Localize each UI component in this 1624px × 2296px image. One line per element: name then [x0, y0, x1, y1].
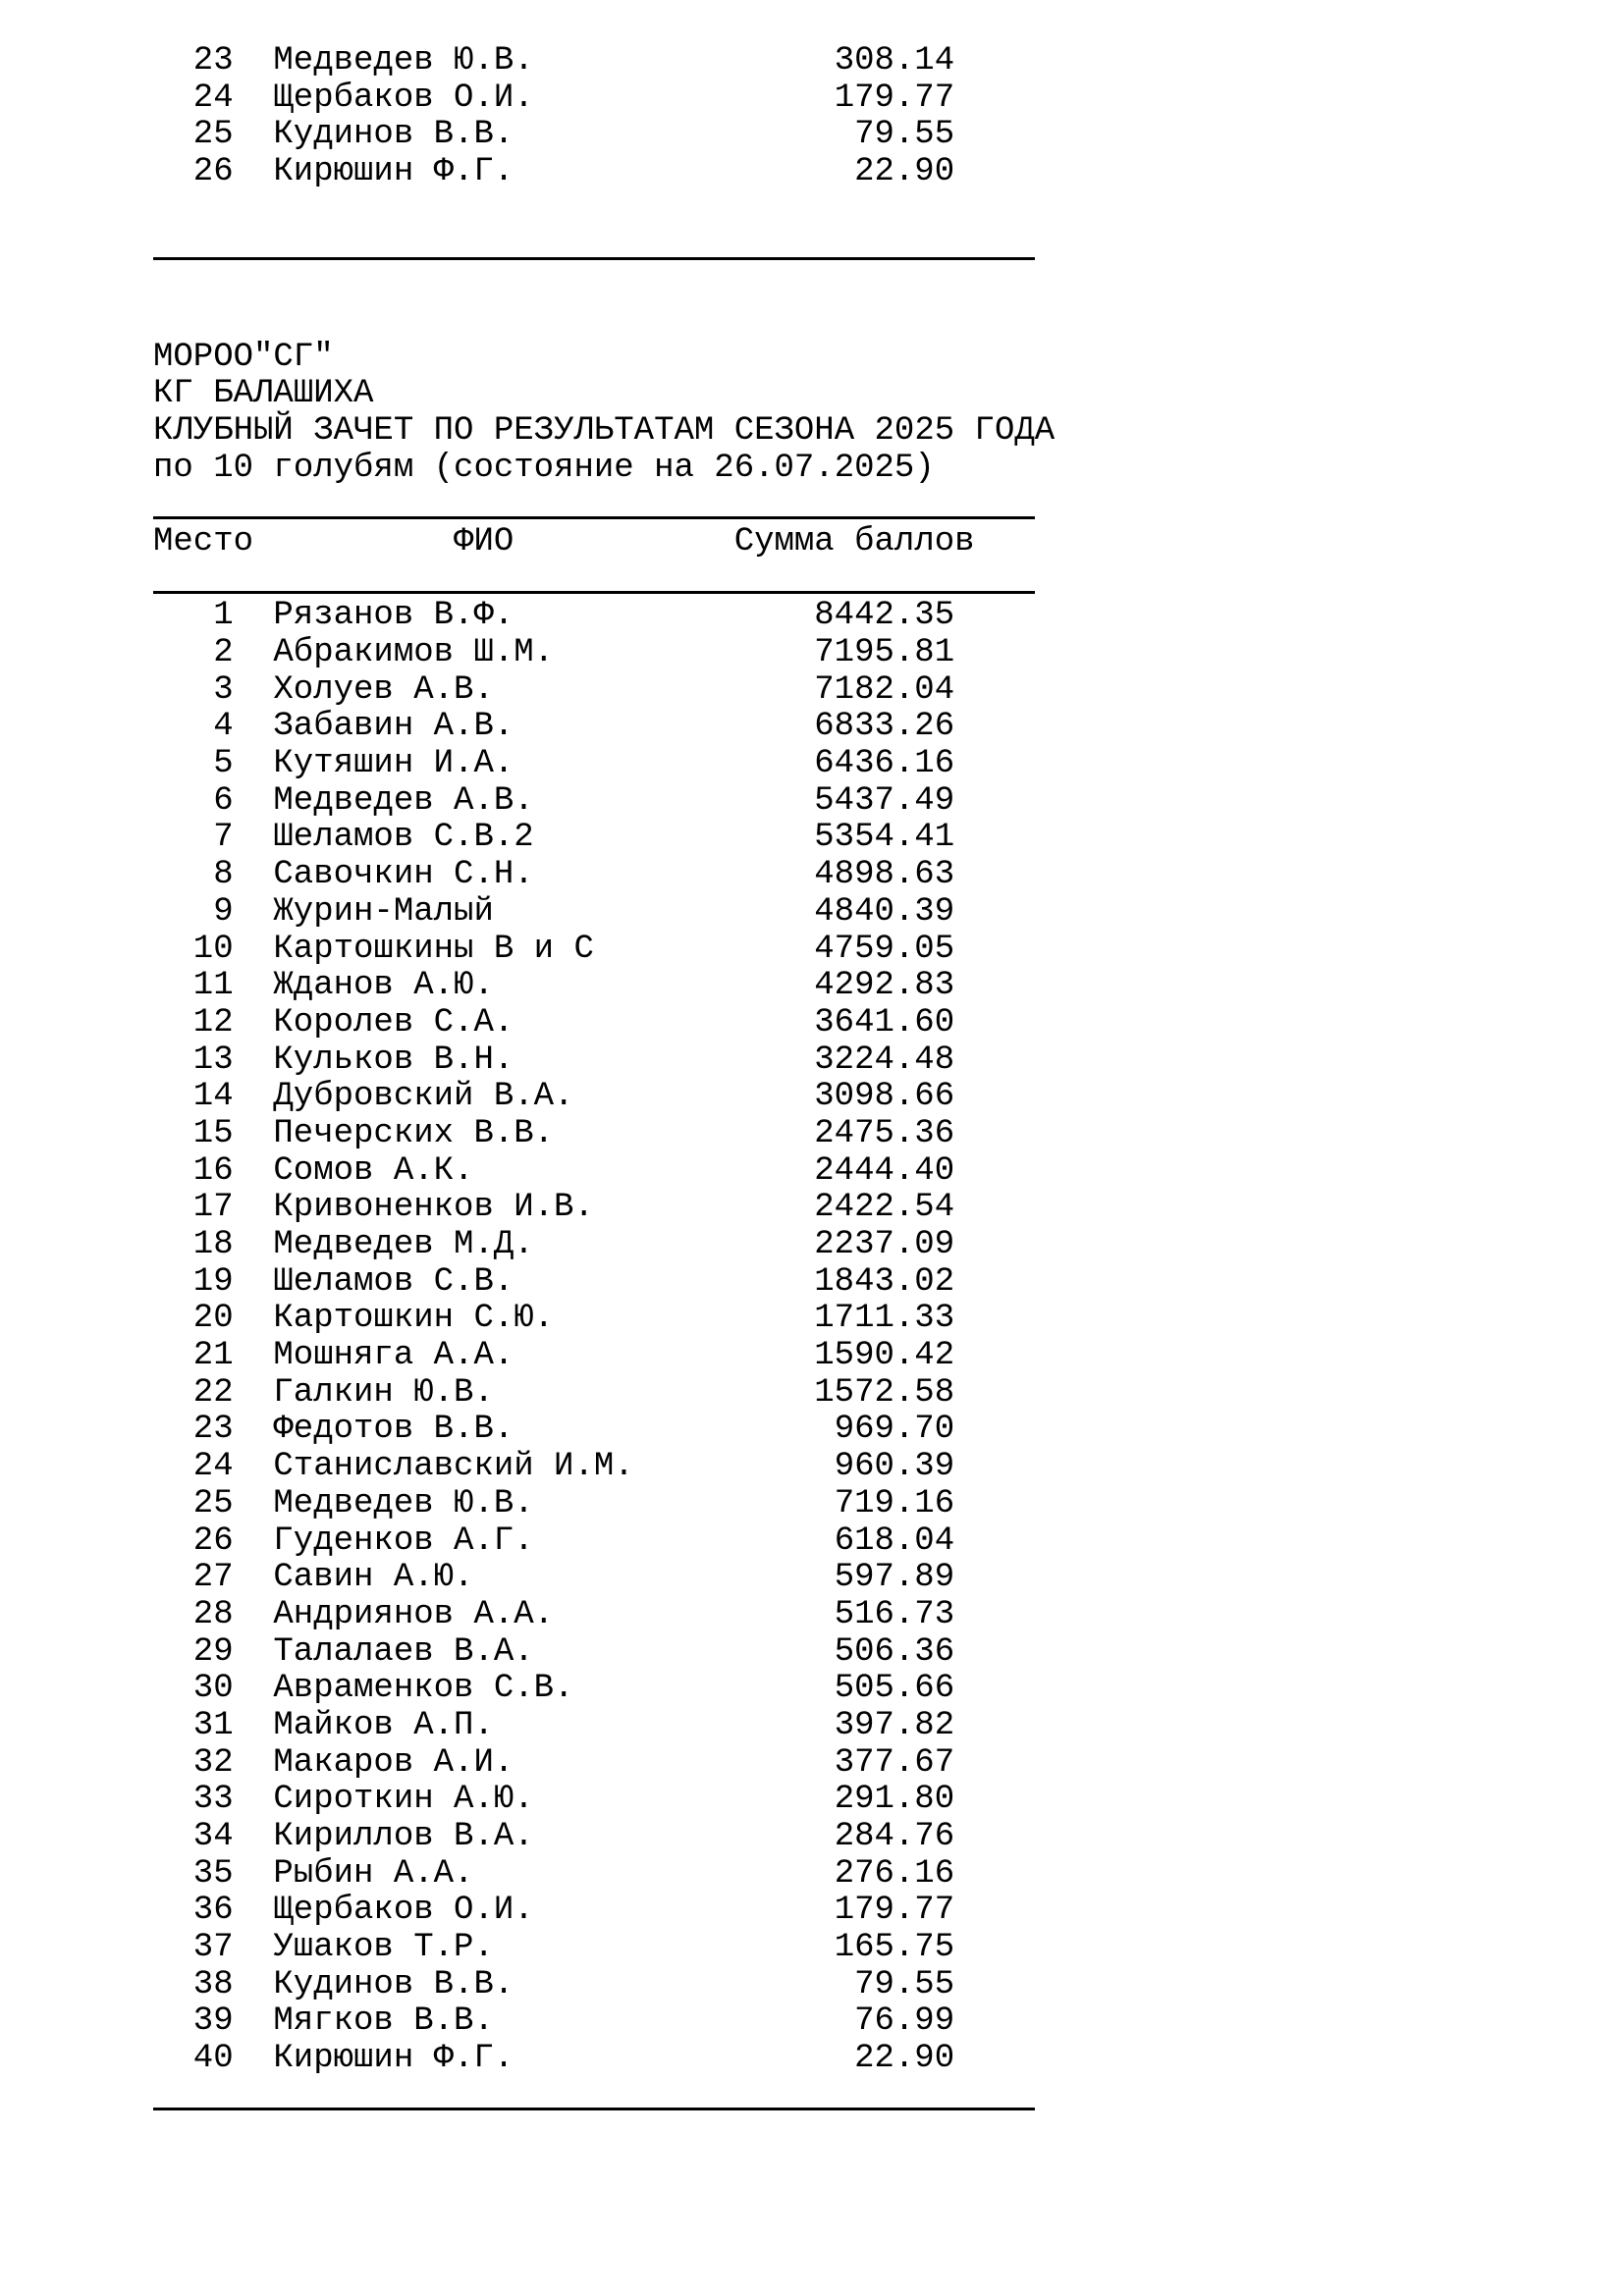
- row-gap: [234, 43, 274, 80]
- row-gap: [234, 1893, 274, 1930]
- row-rank: 15: [192, 1114, 234, 1152]
- top-partial-table: [153, 43, 1624, 191]
- row-rank: 29: [192, 1632, 234, 1671]
- row-score: 5437.49: [814, 781, 955, 820]
- blank-line: [153, 191, 1624, 229]
- row-rank: 28: [192, 1595, 234, 1633]
- row-name: Майков А.П.: [273, 1706, 494, 1744]
- row-name: Кульков В.Н.: [273, 1041, 514, 1079]
- row-score: 597.89: [834, 1559, 955, 1597]
- row-name: Щербаков О.И.: [273, 79, 534, 117]
- row-gap: [234, 1745, 274, 1783]
- report-header: [153, 340, 1624, 488]
- row-gap: [234, 1449, 274, 1486]
- row-rank: 26: [192, 1522, 234, 1560]
- row-rank: 35: [192, 1854, 234, 1893]
- row-rank: 40: [192, 2040, 234, 2078]
- table-row: [153, 1375, 1624, 1413]
- row-name: Савочкин С.Н.: [273, 856, 534, 894]
- row-gap: [234, 1671, 274, 1708]
- row-rank: 36: [192, 1892, 234, 1930]
- row-gap: [234, 1264, 274, 1302]
- row-gap: [234, 2003, 274, 2041]
- row-name: Сироткин А.Ю.: [273, 1781, 534, 1819]
- row-score: 308.14: [834, 42, 955, 80]
- row-gap: [234, 1819, 274, 1856]
- row-gap: [234, 1486, 274, 1523]
- row-name: Печерских В.В.: [273, 1114, 555, 1152]
- row-name: Королев С.А.: [273, 1003, 514, 1041]
- row-rank: 9: [213, 892, 234, 931]
- row-score: 291.80: [834, 1781, 955, 1819]
- row-score: 7182.04: [814, 670, 955, 709]
- row-name: Мошняга А.А.: [273, 1337, 514, 1375]
- row-name: Ушаков Т.Р.: [273, 1929, 494, 1967]
- table-row: [153, 1671, 1624, 1708]
- row-gap: [234, 1523, 274, 1561]
- table-row: [153, 1782, 1624, 1819]
- report-title: КЛУБНЫЙ ЗАЧЕТ ПО РЕЗУЛЬТАТАМ СЕЗОНА 2025 ГОДА: [153, 411, 1056, 450]
- row-score: 1590.42: [814, 1337, 955, 1375]
- row-gap: [234, 1153, 274, 1191]
- table-row: [153, 1597, 1624, 1634]
- row-rank: 26: [192, 153, 234, 191]
- row-rank: 24: [192, 79, 234, 117]
- row-gap: [234, 80, 274, 118]
- row-rank: 19: [192, 1262, 234, 1301]
- row-name: Кривоненков И.В.: [273, 1189, 594, 1227]
- row-rank: 25: [192, 116, 234, 154]
- row-score: 79.55: [854, 116, 955, 154]
- row-rank: 14: [192, 1078, 234, 1116]
- row-score: 79.55: [854, 1965, 955, 2003]
- row-name: Авраменков С.В.: [273, 1670, 574, 1708]
- row-rank: 23: [192, 42, 234, 80]
- row-rank: 34: [192, 1818, 234, 1855]
- table-top-rule: [153, 487, 1624, 524]
- row-rank: 6: [213, 781, 234, 820]
- row-score: 3641.60: [814, 1003, 955, 1041]
- table-row: [153, 1967, 1624, 2004]
- row-score: 506.36: [834, 1632, 955, 1671]
- row-score: 7195.81: [814, 634, 955, 671]
- table-row: [153, 1745, 1624, 1783]
- row-name: Дубровский В.А.: [273, 1078, 574, 1116]
- row-name: Шеламов С.В.: [273, 1262, 514, 1301]
- row-score: 505.66: [834, 1670, 955, 1708]
- table-row: [153, 2003, 1624, 2041]
- row-rank: 22: [192, 1373, 234, 1412]
- row-gap: [234, 672, 274, 710]
- row-rank: 17: [192, 1189, 234, 1227]
- table-row: [153, 1449, 1624, 1486]
- table-row: [153, 1412, 1624, 1449]
- row-rank: 16: [192, 1151, 234, 1190]
- row-rank: 12: [192, 1003, 234, 1041]
- row-gap: [234, 1116, 274, 1153]
- row-gap: [234, 1856, 274, 1894]
- row-score: 2237.09: [814, 1226, 955, 1263]
- main-table: [153, 598, 1624, 2078]
- table-row: [153, 1856, 1624, 1894]
- table-row: [153, 1930, 1624, 1967]
- row-gap: [234, 1375, 274, 1413]
- table-row: [153, 1338, 1624, 1375]
- row-name: Федотов В.В.: [273, 1411, 514, 1449]
- row-score: 76.99: [854, 2002, 955, 2041]
- row-name: Кутяшин И.А.: [273, 745, 514, 783]
- row-score: 5354.41: [814, 819, 955, 857]
- row-score: 516.73: [834, 1595, 955, 1633]
- section-rule: [153, 228, 1624, 265]
- blank-line: [153, 265, 1624, 302]
- table-row: [153, 857, 1624, 894]
- table-row: [153, 1042, 1624, 1080]
- row-rank: 21: [192, 1337, 234, 1375]
- table-row: [153, 746, 1624, 783]
- row-gap: [234, 932, 274, 969]
- table-row: [153, 1116, 1624, 1153]
- row-gap: [234, 1412, 274, 1449]
- table-row: [153, 783, 1624, 821]
- row-rank: 38: [192, 1965, 234, 2003]
- table-row: [153, 154, 1624, 191]
- row-score: 719.16: [834, 1484, 955, 1522]
- row-rank: 31: [192, 1706, 234, 1744]
- row-score: 179.77: [834, 1892, 955, 1930]
- table-row: [153, 1634, 1624, 1672]
- table-bottom-rule: [153, 2078, 1624, 2115]
- row-name: Медведев Ю.В.: [273, 42, 534, 80]
- table-row: [153, 672, 1624, 710]
- row-score: 6436.16: [814, 745, 955, 783]
- row-score: 618.04: [834, 1522, 955, 1560]
- row-gap: [234, 1079, 274, 1116]
- row-score: 276.16: [834, 1854, 955, 1893]
- row-gap: [234, 857, 274, 894]
- row-name: Журин-Малый: [273, 892, 494, 931]
- row-rank: 18: [192, 1226, 234, 1263]
- row-gap: [234, 1782, 274, 1819]
- row-rank: 8: [213, 856, 234, 894]
- row-name: Картошкины В и С: [273, 930, 594, 968]
- row-score: 1711.33: [814, 1300, 955, 1338]
- row-score: 284.76: [834, 1818, 955, 1855]
- row-rank: 20: [192, 1300, 234, 1338]
- row-score: 2422.54: [814, 1189, 955, 1227]
- row-name: Медведев М.Д.: [273, 1226, 534, 1263]
- row-score: 6833.26: [814, 708, 955, 746]
- org-name: МОРОО"СГ": [153, 338, 334, 376]
- row-rank: 23: [192, 1411, 234, 1449]
- table-row: [153, 1893, 1624, 1930]
- report-subtitle: по 10 голубям (состояние на 26.07.2025): [153, 449, 935, 487]
- row-name: Кудинов В.В.: [273, 1965, 514, 2003]
- table-row: [153, 1005, 1624, 1042]
- row-name: Савин А.Ю.: [273, 1559, 474, 1597]
- row-score: 22.90: [854, 153, 955, 191]
- row-gap: [234, 1708, 274, 1745]
- row-name: Жданов А.Ю.: [273, 967, 494, 1005]
- row-gap: [234, 598, 274, 635]
- row-score: 2475.36: [814, 1114, 955, 1152]
- row-score: 4759.05: [814, 930, 955, 968]
- row-rank: 7: [213, 819, 234, 857]
- row-name: Галкин Ю.В.: [273, 1373, 494, 1412]
- table-row: [153, 1301, 1624, 1338]
- table-row: [153, 1819, 1624, 1856]
- row-gap: [234, 709, 274, 746]
- row-score: 8442.35: [814, 597, 955, 635]
- row-rank: 3: [213, 670, 234, 709]
- row-rank: 13: [192, 1041, 234, 1079]
- row-score: 4840.39: [814, 892, 955, 931]
- row-score: 4292.83: [814, 967, 955, 1005]
- row-rank: 24: [192, 1448, 234, 1486]
- row-gap: [234, 1227, 274, 1264]
- row-score: 2444.40: [814, 1151, 955, 1190]
- row-gap: [234, 746, 274, 783]
- row-name: Картошкин С.Ю.: [273, 1300, 555, 1338]
- row-rank: 30: [192, 1670, 234, 1708]
- column-header-name: ФИО: [454, 522, 514, 561]
- row-gap: [234, 2041, 274, 2078]
- row-gap: [234, 1560, 274, 1597]
- row-name: Холуев А.В.: [273, 670, 494, 709]
- row-rank: 37: [192, 1929, 234, 1967]
- row-name: Кириллов В.А.: [273, 1818, 534, 1855]
- row-rank: 10: [192, 930, 234, 968]
- table-row: [153, 598, 1624, 635]
- table-row: [153, 1190, 1624, 1227]
- row-rank: 39: [192, 2002, 234, 2041]
- row-gap: [234, 1301, 274, 1338]
- row-name: Рыбин А.А.: [273, 1854, 474, 1893]
- row-name: Станиславский И.М.: [273, 1448, 634, 1486]
- row-name: Кирюшин Ф.Г.: [273, 153, 514, 191]
- row-gap: [234, 117, 274, 154]
- blank-line: [153, 302, 1624, 340]
- row-name: Абракимов Ш.М.: [273, 634, 555, 671]
- row-rank: 2: [213, 634, 234, 671]
- club-name: КГ БАЛАШИХА: [153, 375, 374, 413]
- row-rank: 5: [213, 745, 234, 783]
- row-name: Щербаков О.И.: [273, 1892, 534, 1930]
- row-gap: [234, 968, 274, 1005]
- row-name: Кудинов В.В.: [273, 116, 514, 154]
- row-gap: [234, 783, 274, 821]
- row-gap: [234, 820, 274, 857]
- row-score: 960.39: [834, 1448, 955, 1486]
- table-row: [153, 635, 1624, 672]
- row-rank: 33: [192, 1781, 234, 1819]
- row-name: Кирюшин Ф.Г.: [273, 2040, 514, 2078]
- row-gap: [234, 1338, 274, 1375]
- row-score: 4898.63: [814, 856, 955, 894]
- table-row: [153, 43, 1624, 80]
- table-row: [153, 1079, 1624, 1116]
- row-gap: [234, 635, 274, 672]
- row-gap: [234, 1930, 274, 1967]
- row-name: Медведев А.В.: [273, 781, 534, 820]
- row-gap: [234, 1005, 274, 1042]
- row-score: 969.70: [834, 1411, 955, 1449]
- row-name: Гуденков А.Г.: [273, 1522, 534, 1560]
- table-row: [153, 1264, 1624, 1302]
- row-score: 3224.48: [814, 1041, 955, 1079]
- row-score: 1843.02: [814, 1262, 955, 1301]
- table-row: [153, 709, 1624, 746]
- row-name: Мягков В.В.: [273, 2002, 494, 2041]
- row-gap: [234, 1042, 274, 1080]
- row-gap: [234, 154, 274, 191]
- row-name: Макаров А.И.: [273, 1743, 514, 1782]
- row-gap: [234, 1190, 274, 1227]
- row-score: 3098.66: [814, 1078, 955, 1116]
- table-column-headers: [153, 524, 1624, 561]
- row-score: 165.75: [834, 1929, 955, 1967]
- table-row: [153, 1153, 1624, 1191]
- row-score: 397.82: [834, 1706, 955, 1744]
- row-score: 377.67: [834, 1743, 955, 1782]
- row-name: Забавин А.В.: [273, 708, 514, 746]
- row-name: Шеламов С.В.2: [273, 819, 534, 857]
- table-row: [153, 80, 1624, 118]
- row-gap: [234, 1597, 274, 1634]
- table-row: [153, 894, 1624, 932]
- row-rank: 1: [213, 597, 234, 635]
- row-score: 1572.58: [814, 1373, 955, 1412]
- table-row: [153, 1708, 1624, 1745]
- table-row: [153, 117, 1624, 154]
- row-rank: 25: [192, 1484, 234, 1522]
- row-score: 22.90: [854, 2040, 955, 2078]
- row-gap: [234, 1967, 274, 2004]
- row-rank: 27: [192, 1559, 234, 1597]
- row-score: 179.77: [834, 79, 955, 117]
- row-gap: [234, 894, 274, 932]
- column-header-place: Место: [153, 522, 254, 561]
- table-row: [153, 932, 1624, 969]
- table-row: [153, 1486, 1624, 1523]
- row-name: Рязанов В.Ф.: [273, 597, 514, 635]
- table-row: [153, 1560, 1624, 1597]
- row-rank: 4: [213, 708, 234, 746]
- row-gap: [234, 1634, 274, 1672]
- table-row: [153, 2041, 1624, 2078]
- table-row: [153, 1227, 1624, 1264]
- row-name: Талалаев В.А.: [273, 1632, 534, 1671]
- table-header-rule: [153, 561, 1624, 599]
- row-rank: 32: [192, 1743, 234, 1782]
- column-header-score: Сумма баллов: [733, 522, 975, 561]
- row-name: Сомов А.К.: [273, 1151, 474, 1190]
- row-name: Андриянов А.А.: [273, 1595, 555, 1633]
- row-name: Медведев Ю.В.: [273, 1484, 534, 1522]
- table-row: [153, 1523, 1624, 1561]
- table-row: [153, 968, 1624, 1005]
- row-rank: 11: [192, 967, 234, 1005]
- table-row: [153, 820, 1624, 857]
